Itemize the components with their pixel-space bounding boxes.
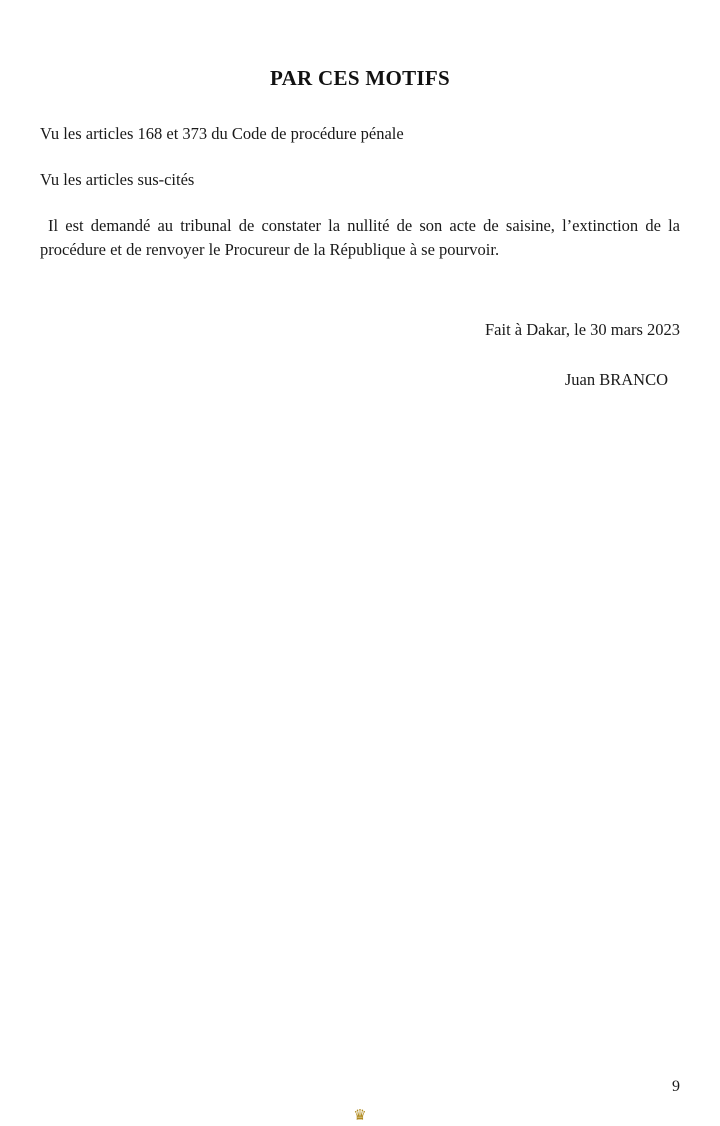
paragraph-cited-articles: Vu les articles sus-cités — [40, 169, 195, 189]
emblem-icon: ♛ — [353, 1108, 367, 1124]
page-title: PAR CES MOTIFS — [270, 66, 450, 90]
paragraph-request: Il est demandé au tribunal de constater la nullité de son acte de saisine, l’extinction de la procédure et de renvoyer le Procureur de la République à se pourvoir. — [40, 215, 680, 259]
page-number: 9 — [672, 1078, 680, 1095]
signature-block — [40, 318, 680, 392]
paragraph-legal-articles: Vu les articles 168 et 373 du Code de procédure pénale — [40, 124, 404, 143]
signature-place-date: Fait à Dakar, le 30 mars 2023 — [485, 319, 680, 339]
document-page — [0, 66, 720, 1126]
signature-name: Juan BRANCO — [564, 369, 668, 389]
